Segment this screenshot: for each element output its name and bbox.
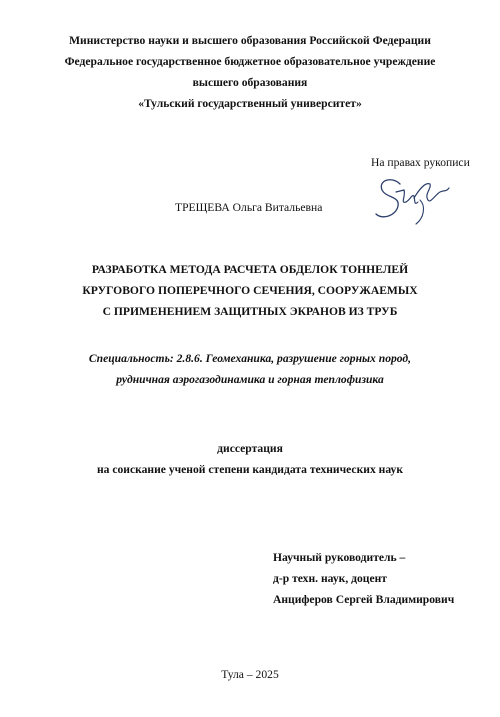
degree-statement xyxy=(0,438,500,480)
title-line: РАЗРАБОТКА МЕТОДА РАСЧЕТА ОБДЕЛОК ТОННЕЛЕЙ xyxy=(91,263,409,276)
ministry-line: Министерство науки и высшего образования Российской Федерации xyxy=(69,34,431,47)
dissertation-label: диссертация xyxy=(217,442,283,455)
handwritten-signature xyxy=(370,170,452,228)
higher-education-line: высшего образования xyxy=(192,76,308,89)
specialty-line: Специальность: 2.8.6. Геомеханика, разрушение горных пород, xyxy=(88,352,412,365)
title-line: С ПРИМЕНЕНИЕМ ЗАЩИТНЫХ ЭКРАНОВ ИЗ ТРУБ xyxy=(102,305,398,318)
supervisor-block xyxy=(273,547,454,610)
author-name: ТРЕЩЕВА Ольга Витальевна xyxy=(175,201,323,214)
specialty-info xyxy=(0,348,500,390)
thesis-title xyxy=(0,259,500,322)
institution-header xyxy=(0,30,500,114)
manuscript-rights-note: На правах рукописи xyxy=(371,156,470,169)
degree-line: на соискание ученой степени кандидата технических наук xyxy=(96,463,404,476)
federal-institution-line: Федеральное государственное бюджетное образовательное учреждение xyxy=(64,55,436,68)
place-and-year: Тула – 2025 xyxy=(221,668,279,681)
supervisor-name: Анциферов Сергей Владимирович xyxy=(273,593,455,606)
title-line: КРУГОВОГО ПОПЕРЕЧНОГО СЕЧЕНИЯ, СООРУЖАЕМЫХ xyxy=(82,284,418,297)
supervisor-role: Научный руководитель – xyxy=(273,551,406,564)
university-name: «Тульский государственный университет» xyxy=(138,97,362,110)
specialty-line: рудничная аэрогазодинамика и горная теплофизика xyxy=(116,373,384,386)
supervisor-degree: д-р техн. наук, доцент xyxy=(273,572,387,585)
